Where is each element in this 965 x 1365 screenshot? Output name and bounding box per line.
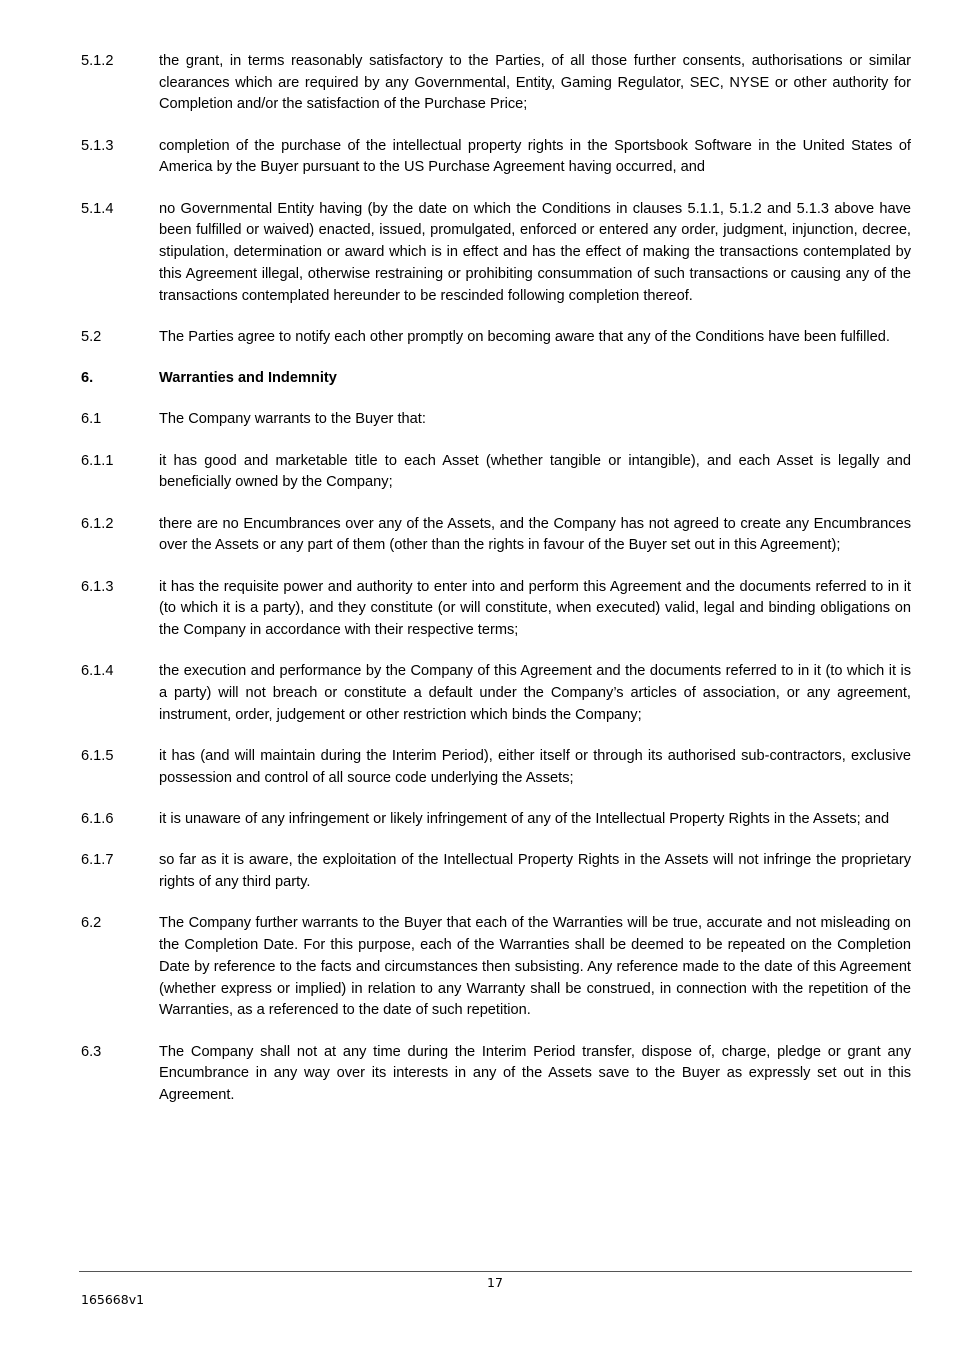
clause-number: 5.1.4	[81, 200, 114, 217]
clause-list	[81, 51, 911, 1126]
clause-text: completion of the purchase of the intellectual property rights in the Sportsbook Software in the United States of America by the Buyer pursuant to the US Purchase Agreement having occurred, and	[159, 137, 911, 176]
clause-text: The Company shall not at any time during the Interim Period transfer, dispose of, charge, pledge or grant any Encumbrance in any way over its interests in any of the Assets save to the Buyer as expressly set out in this Agreement.	[159, 1043, 911, 1103]
clause-number: 6.3	[81, 1043, 102, 1060]
page-number: 17	[487, 1275, 503, 1290]
clause-6-1-2	[81, 514, 911, 557]
clause-number: 5.1.3	[81, 137, 114, 154]
clause-6-1-7	[81, 850, 911, 893]
clause-text: The Company further warrants to the Buyer that each of the Warranties will be true, accurate and not misleading on the Completion Date. For this purpose, each of the Warranties shall be deemed to be repeated on the Completion Date by reference to the facts and circumstances then subsisting. Any reference made to the date of this Agreement (whether express or implied) in relation to any Warranty shall be construed, in connection with the repetition of the Warranties, as a referenced to the date of such repetition.	[159, 915, 911, 1019]
clause-5-1-3	[81, 136, 911, 179]
clause-number: 6.1.6	[81, 811, 114, 828]
clause-6-3	[81, 1042, 911, 1107]
section-title: Warranties and Indemnity	[159, 370, 337, 387]
clause-number: 5.2	[81, 328, 102, 345]
clause-number: 6.1.5	[81, 748, 114, 765]
clause-number: 6.1.3	[81, 578, 114, 595]
document-reference: 165668v1	[81, 1292, 145, 1307]
section-heading-6	[81, 368, 911, 390]
clause-6-1-4	[81, 661, 911, 726]
clause-number: 6.1.7	[81, 852, 114, 869]
clause-6-1-1	[81, 451, 911, 494]
clause-text: the grant, in terms reasonably satisfactory to the Parties, of all those further consents, authorisations or similar clearances which are required by any Governmental, Entity, Gaming Regulator, SEC, NYSE or other authority for Completion and/or the satisfaction of the Purchase Price;	[159, 53, 911, 113]
clause-number: 6.2	[81, 915, 102, 932]
clause-number: 6.1	[81, 411, 102, 428]
clause-text: it has (and will maintain during the Interim Period), either itself or through its authorised sub-contractors, exclusive possession and control of all source code underlying the Assets;	[159, 748, 911, 786]
clause-5-1-4	[81, 199, 911, 308]
clause-text: The Company warrants to the Buyer that:	[159, 411, 426, 428]
clause-text: there are no Encumbrances over any of the Assets, and the Company has not agreed to create any Encumbrances over the Assets or any part of them (other than the rights in favour of the Buyer set out in this Agreement);	[159, 515, 911, 554]
clause-number: 5.1.2	[81, 53, 114, 69]
section-number: 6.	[81, 370, 94, 387]
clause-text: it is unaware of any infringement or likely infringement of any of the Intellectual Property Rights in the Assets; and	[159, 811, 890, 828]
clause-text: no Governmental Entity having (by the date on which the Conditions in clauses 5.1.1, 5.1.2 and 5.1.3 above have been fulfilled or waived) enacted, issued, promulgated, enforced or entered any order, judgment, injunction, decree, stipulation, determination or award which is in effect and has the effect of making the transactions contemplated by this Agreement illegal, otherwise restraining or prohibiting consummation of such transactions or causing any of the transactions contemplated hereunder to be rescinded following completion thereof.	[159, 200, 911, 304]
clause-text: it has the requisite power and authority to enter into and perform this Agreement and the documents referred to in it (to which it is a party), and they constitute (or will constitute, when executed) valid, legal and binding obligations on the Company in accordance with their respective terms;	[159, 578, 911, 639]
clause-text: it has good and marketable title to each Asset (whether tangible or intangible), and each Asset is legally and beneficially owned by the Company;	[159, 452, 911, 491]
clause-number: 6.1.2	[81, 515, 114, 532]
clause-6-1-6	[81, 809, 911, 831]
clause-5-1-2	[81, 51, 911, 116]
footer-divider	[79, 1271, 912, 1272]
clause-6-1	[81, 409, 911, 431]
clause-number: 6.1.4	[81, 663, 114, 680]
clause-6-2	[81, 913, 911, 1022]
clause-6-1-5	[81, 746, 911, 789]
clause-5-2	[81, 327, 911, 349]
clause-number: 6.1.1	[81, 452, 114, 469]
clause-text: The Parties agree to notify each other promptly on becoming aware that any of the Conditions have been fulfilled.	[159, 328, 890, 345]
clause-text: the execution and performance by the Company of this Agreement and the documents referred to in it (to which it is a party) will not breach or constitute a default under the Company’s articles of association, or any agreement, instrument, order, judgement or other restriction which binds the Company;	[159, 663, 911, 723]
clause-6-1-3	[81, 577, 911, 642]
clause-text: so far as it is aware, the exploitation of the Intellectual Property Rights in the Assets will not infringe the proprietary rights of any third party.	[159, 852, 911, 891]
